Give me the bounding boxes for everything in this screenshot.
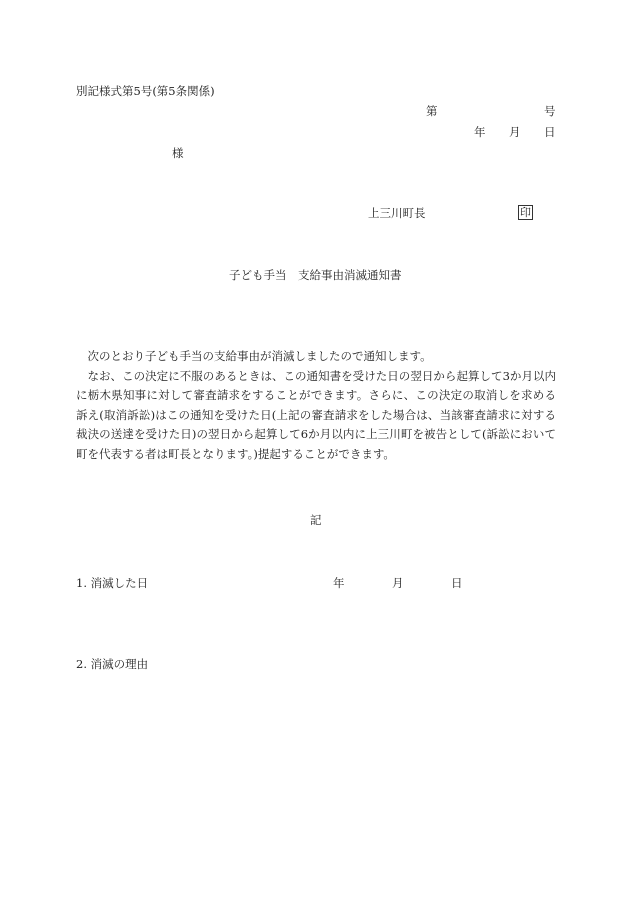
document-title: 子ども手当 支給事由消滅通知書 xyxy=(229,268,402,282)
seal-mark xyxy=(518,205,533,220)
doc-number-suffix: 号 xyxy=(544,104,556,118)
issuer-title: 上三川町長 xyxy=(368,206,426,220)
date-day: 日 xyxy=(544,125,556,139)
doc-number-prefix: 第 xyxy=(426,104,438,118)
date-year: 年 xyxy=(474,125,486,139)
item-1-month: 月 xyxy=(392,576,404,590)
body-paragraph-2: なお、この決定に不服のあるときは、この通知書を受けた日の翌日から起算して3か月以内に栃木県知事に対して審査請求をすることができます。さらに、この決定の取消しを求める訴え(取消訴訟)はこの通知を受けた日(上記の審査請求をした場合は、当該審査請求に対する裁決の送達を受けた日)の翌日から起算して6か月以内に上三川町を被告として(訴訟において町を代表する者は町長となります。)提起することができます。 xyxy=(76,368,556,461)
item-1-day: 日 xyxy=(451,576,463,590)
form-id: 別記様式第5号(第5条関係) xyxy=(76,84,215,98)
item-1-year: 年 xyxy=(333,576,345,590)
addressee-honorific: 様 xyxy=(172,146,184,160)
ki-label: 記 xyxy=(310,513,322,527)
item-2-label: 2. 消滅の理由 xyxy=(76,657,149,671)
date-month: 月 xyxy=(509,125,521,139)
seal-label: 印 xyxy=(520,206,531,219)
item-1-label: 1. 消滅した日 xyxy=(76,576,149,590)
body-paragraph-1: 次のとおり子ども手当の支給事由が消滅しましたので通知します。 xyxy=(87,349,432,363)
body-text xyxy=(76,347,556,464)
